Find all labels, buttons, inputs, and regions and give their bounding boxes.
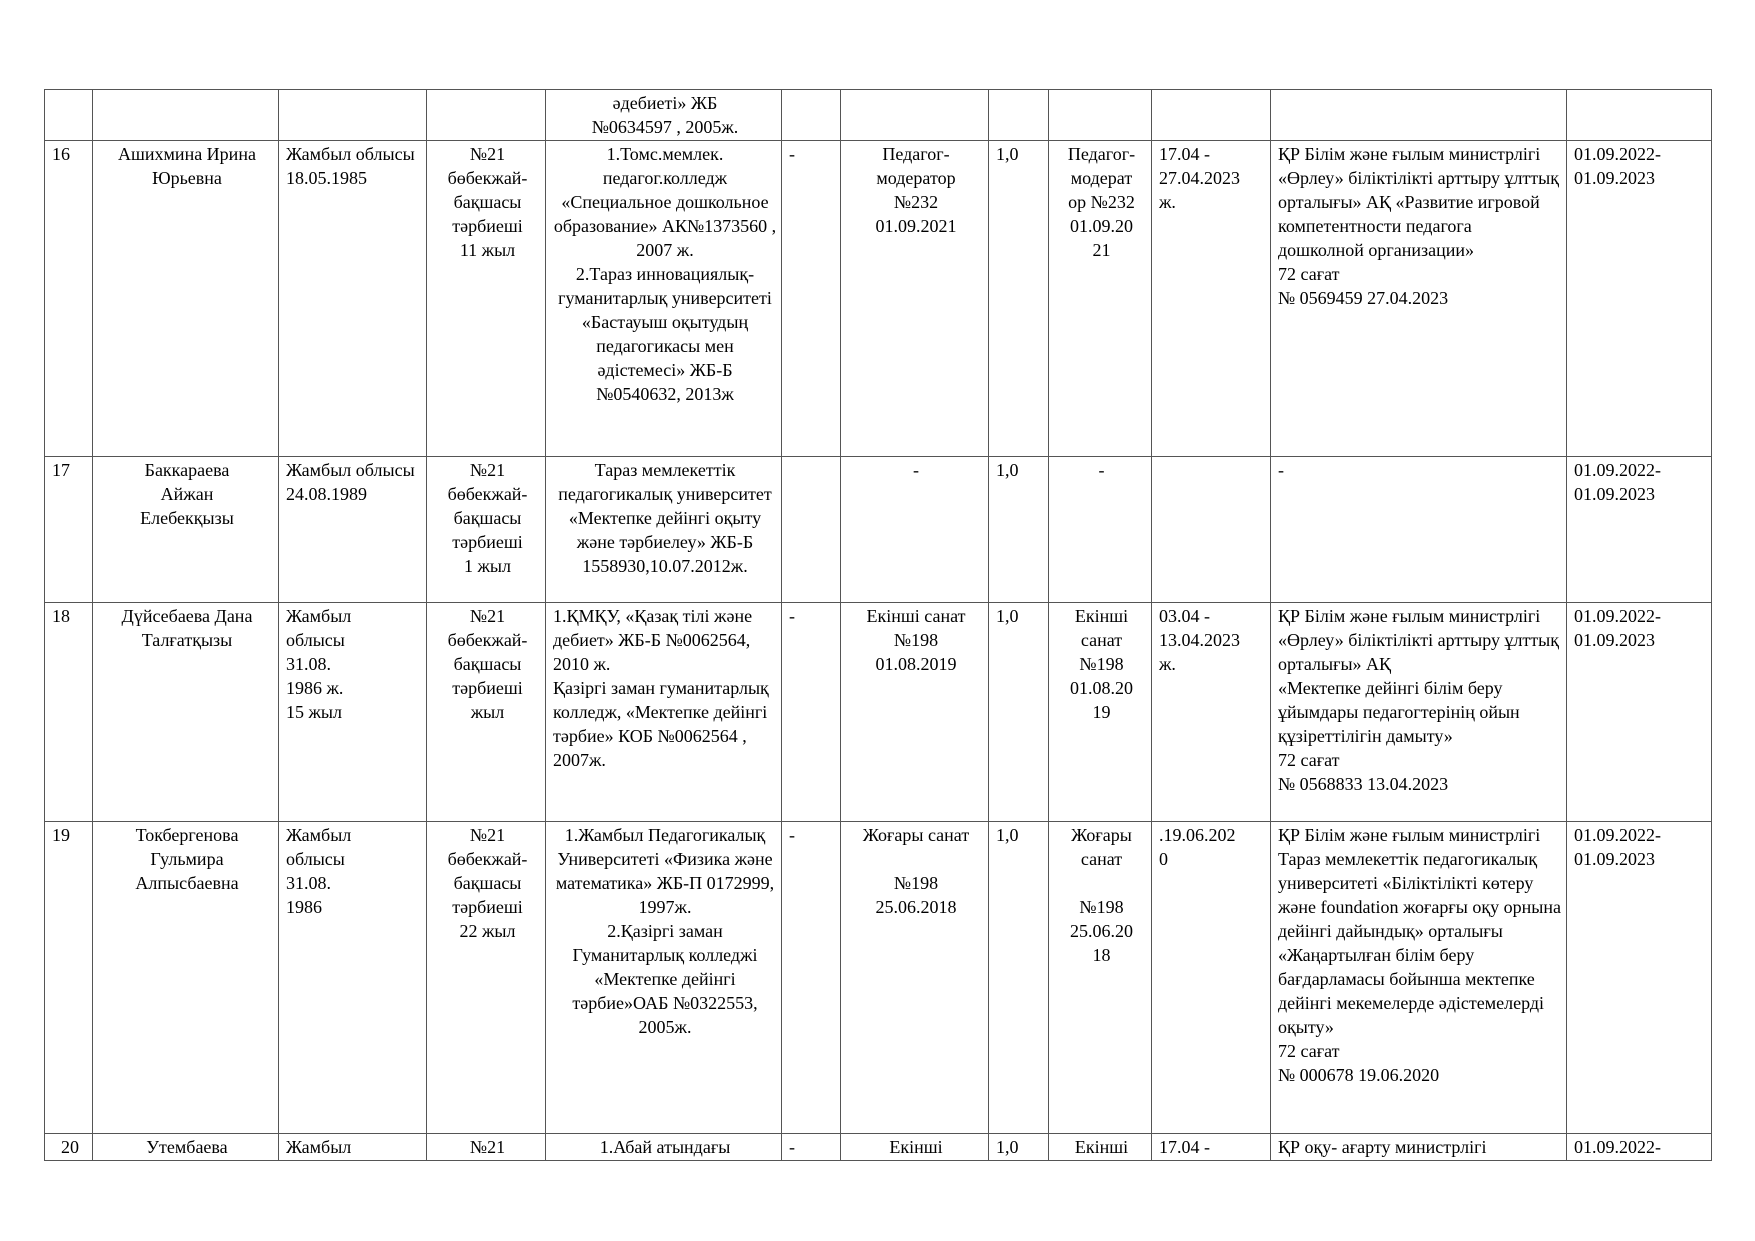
attestation: - [1049,457,1152,603]
table-row [45,457,1712,603]
rate: 1,0 [989,1134,1049,1161]
table-row [45,90,1712,141]
category: Педагог-модератор №232 01.09.2021 [841,141,989,457]
position: №21 [427,1134,546,1161]
period: 01.09.2022- 01.09.2023 [1567,603,1712,822]
course-dates: .19.06.202 0 [1152,822,1271,1134]
dash-cell [782,90,841,141]
category: Екінші санат №198 01.08.2019 [841,603,989,822]
birth-info: Жамбыл облысы 31.08. 1986 ж. 15 жыл [279,603,427,822]
full-name: Токбергенова Гульмира Алпысбаевна [93,822,279,1134]
row-number: 17 [45,457,93,603]
full-name: Баккараева Айжан Елебекқызы [93,457,279,603]
position: №21 бөбекжай-бақшасы тәрбиеші 1 жыл [427,457,546,603]
row-number: 16 [45,141,93,457]
category: Жоғары санат №198 25.06.2018 [841,822,989,1134]
education: Тараз мемлекеттік педагогикалық университет «Мектепке дейінгі оқыту және тәрбиелеу» ЖБ-Б 1558930,10.07.2012ж. [546,457,782,603]
dash-cell: - [782,1134,841,1161]
rate: 1,0 [989,457,1049,603]
period: 01.09.2022- 01.09.2023 [1567,141,1712,457]
education: әдебиеті» ЖБ №0634597 , 2005ж. [546,90,782,141]
position: №21 бөбекжай-бақшасы тәрбиеші 11 жыл [427,141,546,457]
rate [989,90,1049,141]
period: 01.09.2022- [1567,1134,1712,1161]
row-number [45,90,93,141]
birth-info: Жамбыл облысы 24.08.1989 [279,457,427,603]
course-dates: 03.04 - 13.04.2023 ж. [1152,603,1271,822]
attestation: Екінші [1049,1134,1152,1161]
staff-table [44,89,1712,1161]
education: 1.Абай атындағы [546,1134,782,1161]
row-number: 20 [45,1134,93,1161]
full-name: Утембаева [93,1134,279,1161]
rate: 1,0 [989,603,1049,822]
education: 1.Томс.мемлек. педагог.колледж «Специальное дошкольное образование» АК№1373560 , 2007 ж. 2.Тараз инновациялық-гуманитарлық университеті «Бастауыш оқытудың педагогикасы мен әдістемесі» ЖБ-Б №0540632, 2013ж [546,141,782,457]
full-name: Ашихмина Ирина Юрьевна [93,141,279,457]
course-dates: 17.04 - [1152,1134,1271,1161]
courses: ҚР оқу- ағарту министрлігі [1271,1134,1567,1161]
courses: ҚР Білім және ғылым министрлігі «Өрлеу» біліктілікті арттыру ұлттық орталығы» АҚ «Развитие игровой компетентности педагога дошколной организации» 72 сағат № 0569459 27.04.2023 [1271,141,1567,457]
position: №21 бөбекжай-бақшасы тәрбиеші 22 жыл [427,822,546,1134]
courses: ҚР Білім және ғылым министрлігі Тараз мемлекеттік педагогикалық университеті «Біліктілікті көтеру және foundation жоғарғы оқу орнына дейінгі дайындық» орталығы «Жаңартылған білім беру бағдарламасы бойынша мектепке дейінгі мекемелерде әдістемелерді оқыту» 72 сағат № 000678 19.06.2020 [1271,822,1567,1134]
birth-info: Жамбыл облысы 31.08. 1986 [279,822,427,1134]
attestation: Екінші санат №198 01.08.20 19 [1049,603,1152,822]
full-name [93,90,279,141]
row-number: 19 [45,822,93,1134]
position: №21 бөбекжай-бақшасы тәрбиеші жыл [427,603,546,822]
table-row [45,141,1712,457]
period: 01.09.2022- 01.09.2023 [1567,457,1712,603]
education: 1.ҚМҚУ, «Қазақ тілі және дебиет» ЖБ-Б №0062564, 2010 ж. Қазіргі заман гуманитарлық колледж, «Мектепке дейінгі тәрбие» КОБ №0062564 , 2007ж. [546,603,782,822]
course-dates: 17.04 - 27.04.2023 ж. [1152,141,1271,457]
table-row [45,603,1712,822]
birth-info: Жамбыл [279,1134,427,1161]
category: - [841,457,989,603]
dash-cell [782,457,841,603]
course-dates [1152,457,1271,603]
attestation: Педагог-модерат ор №232 01.09.20 21 [1049,141,1152,457]
attestation: Жоғары санат №198 25.06.20 18 [1049,822,1152,1134]
table-row [45,1134,1712,1161]
full-name: Дүйсебаева Дана Талғатқызы [93,603,279,822]
category: Екінші [841,1134,989,1161]
birth-info [279,90,427,141]
dash-cell: - [782,141,841,457]
attestation [1049,90,1152,141]
position [427,90,546,141]
courses: - [1271,457,1567,603]
courses: ҚР Білім және ғылым министрлігі «Өрлеу» біліктілікті арттыру ұлттық орталығы» АҚ «Мектепке дейінгі білім беру ұйымдары педагогтерінің ойын құзіреттілігін дамыту» 72 сағат № 0568833 13.04.2023 [1271,603,1567,822]
course-dates [1152,90,1271,141]
dash-cell: - [782,603,841,822]
table-row [45,822,1712,1134]
courses [1271,90,1567,141]
row-number: 18 [45,603,93,822]
period: 01.09.2022- 01.09.2023 [1567,822,1712,1134]
rate: 1,0 [989,141,1049,457]
dash-cell: - [782,822,841,1134]
education: 1.Жамбыл Педагогикалық Университеті «Физика және математика» ЖБ-П 0172999, 1997ж. 2.Қазіргі заман Гуманитарлық колледжі «Мектепке дейінгі тәрбие»ОАБ №0322553, 2005ж. [546,822,782,1134]
rate: 1,0 [989,822,1049,1134]
period [1567,90,1712,141]
category [841,90,989,141]
birth-info: Жамбыл облысы 18.05.1985 [279,141,427,457]
